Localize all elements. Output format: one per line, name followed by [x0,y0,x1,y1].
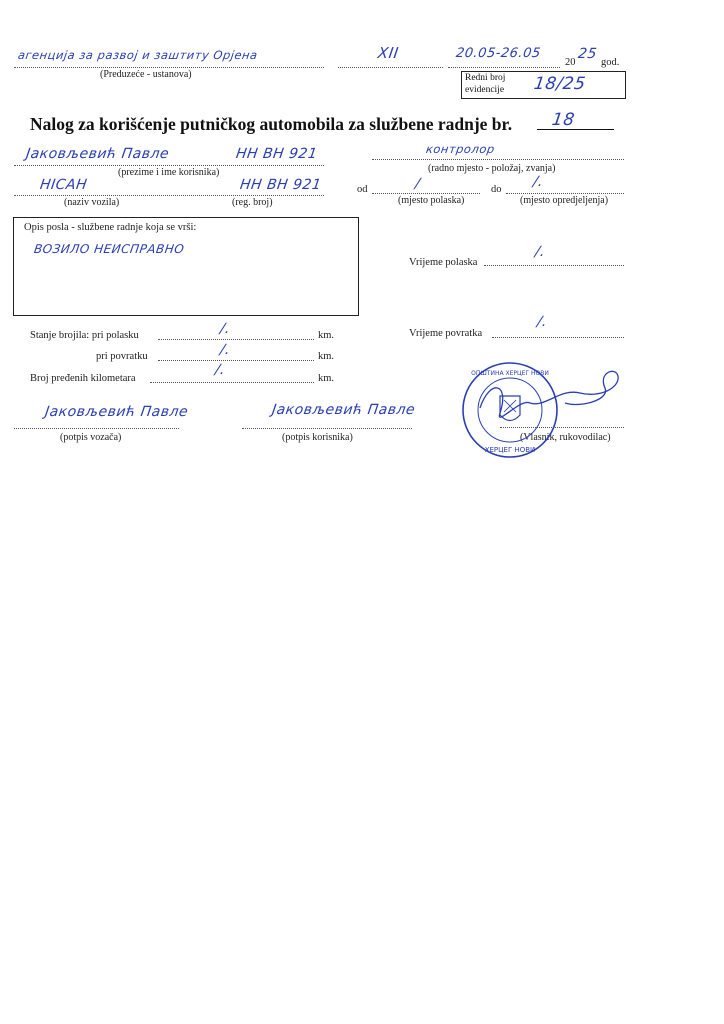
departure-label: Vrijeme polaska [409,257,478,268]
distance-unit: km. [318,373,335,384]
year-handwritten: 25 [576,46,598,62]
odometer-return-label: pri povratku [96,351,148,362]
stamp-text-top: ОПШТИНА ХЕРЦЕГ НОВИ [471,370,549,377]
user-signature-line [242,428,412,429]
return-time-line [492,337,624,338]
evidence-label: Redni broj evidencije [465,73,506,95]
odometer-start-value: /. [218,321,232,337]
departure-line [484,265,624,266]
odometer-return-value: /. [218,342,232,358]
vehicle-handwritten: НІСАН [38,177,89,193]
vehicle-reg-caption: (reg. broj) [232,197,273,208]
distance-value: /. [213,362,227,378]
driver-caption: (potpis vozača) [60,432,122,443]
approver-signature-scribble [470,368,630,438]
month-handwritten: XII [376,44,400,62]
user-name-handwritten: Јаковљевић Павле [24,146,171,162]
odometer-return-unit: km. [318,351,335,362]
od-label: od [357,184,368,195]
user-signature: Јаковљевић Павле [270,402,417,418]
distance-line [150,382,314,383]
position-handwritten: контролор [425,142,496,156]
do-caption: (mjesto opredjeljenja) [520,195,609,206]
title-number: 18 [550,110,577,130]
evidence-value: 18/25 [532,74,587,94]
od-line [372,193,480,194]
vehicle-reg-handwritten: НН ВН 921 [238,177,323,193]
od-value: / [413,176,422,192]
job-description-label: Opis posla - službene radnje koja se vrši: [24,222,197,233]
odometer-start-line [158,339,314,340]
driver-signature: Јаковљевић Павле [43,404,190,420]
distance-label: Broj pređenih kilometara [30,373,136,384]
return-time-label: Vrijeme povratka [409,328,483,339]
job-description-box [13,217,359,316]
od-caption: (mjesto polaska) [398,195,465,206]
do-value: /. [531,174,545,190]
title-number-line [537,129,614,130]
year-prefix: 20 [565,57,576,68]
user-name-caption: (prezime i ime korisnika) [118,167,220,178]
user-caption: (potpis korisnika) [282,432,353,443]
user-plate-handwritten: НН ВН 921 [234,146,319,162]
document-title: Nalog za korišćenje putničkog automobila za službene radnje br. [30,114,513,134]
do-label: do [491,184,502,195]
institution-handwritten: агенција за развој и заштиту Орјена [17,48,259,62]
odometer-start-unit: km. [318,330,335,341]
month-line [338,67,443,68]
date-range-handwritten: 20.05-26.05 [454,46,542,61]
date-line [448,67,560,68]
departure-value: /. [533,244,547,260]
odometer-return-line [158,360,314,361]
position-caption: (radno mjesto - položaj, zvanja) [428,163,556,174]
return-time-value: /. [535,314,549,330]
approver-caption: (Vlasnik, rukovodilac) [520,432,611,443]
position-line [372,159,624,160]
vehicle-line [14,195,324,196]
do-line [506,193,624,194]
vehicle-caption: (naziv vozila) [64,197,120,208]
driver-signature-line [14,428,179,429]
institution-line [14,67,324,68]
evidence-box [461,71,626,99]
odometer-start-label: Stanje brojila: pri polasku [30,330,139,341]
job-description-value: ВОЗИЛО НЕИСПРАВНО [33,242,186,256]
institution-caption: (Preduzeće - ustanova) [100,69,192,80]
user-line [14,165,324,166]
stamp-text-bottom: ХЕРЦЕГ НОВИ [484,446,536,454]
year-suffix: god. [601,57,620,68]
